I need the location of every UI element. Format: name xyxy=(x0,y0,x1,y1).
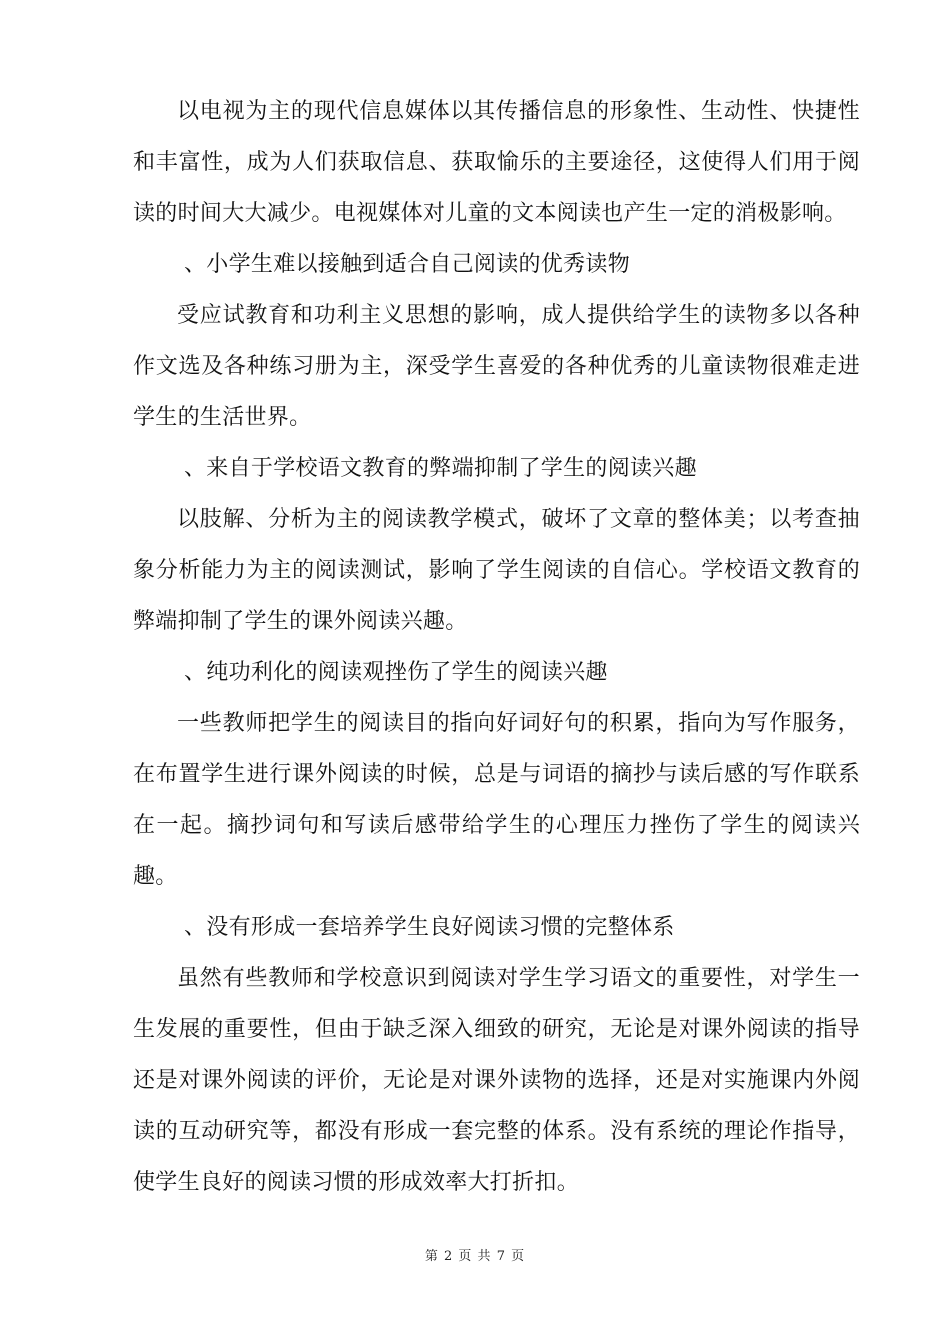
paragraph-exam-oriented: 受应试教育和功利主义思想的影响，成人提供给学生的读物多以各种作文选及各种练习册为主，深受学生喜爱的各种优秀的儿童读物很难走进学生的生活世界。 xyxy=(133,303,860,430)
section-heading-reading-materials: 、小学生难以接触到适合自己阅读的优秀读物 xyxy=(184,252,631,277)
page-number-footer: 第 2 页 共 7 页 xyxy=(424,1249,526,1264)
section-heading-school-education: 、来自于学校语文教育的弊端抑制了学生的阅读兴趣 xyxy=(184,456,697,481)
section-heading-utilitarian-view: 、纯功利化的阅读观挫伤了学生的阅读兴趣 xyxy=(184,660,608,685)
paragraph-teacher-goals: 一些教师把学生的阅读目的指向好词好句的积累，指向为写作服务，在布置学生进行课外阅读的时候，总是与词语的摘抄与读后感的写作联系在一起。摘抄词句和写读后感带给学生的心理压力挫伤了学生的阅读兴趣。 xyxy=(133,711,860,889)
document-body xyxy=(133,86,860,1208)
paragraph-teaching-mode: 以肢解、分析为主的阅读教学模式，破坏了文章的整体美；以考查抽象分析能力为主的阅读测试，影响了学生阅读的自信心。学校语文教育的弊端抑制了学生的课外阅读兴趣。 xyxy=(133,507,860,634)
section-heading-no-system: 、没有形成一套培养学生良好阅读习惯的完整体系 xyxy=(184,915,675,940)
paragraph-lack-of-system: 虽然有些教师和学校意识到阅读对学生学习语文的重要性，对学生一生发展的重要性，但由于缺乏深入细致的研究，无论是对课外阅读的指导还是对课外阅读的评价，无论是对课外读物的选择，还是对实施课内外阅读的互动研究等，都没有形成一套完整的体系。没有系统的理论作指导，使学生良好的阅读习惯的形成效率大打折扣。 xyxy=(133,966,860,1195)
paragraph-media-influence: 以电视为主的现代信息媒体以其传播信息的形象性、生动性、快捷性和丰富性，成为人们获取信息、获取愉乐的主要途径，这使得人们用于阅读的时间大大减少。电视媒体对儿童的文本阅读也产生一定的消极影响。 xyxy=(133,99,860,226)
